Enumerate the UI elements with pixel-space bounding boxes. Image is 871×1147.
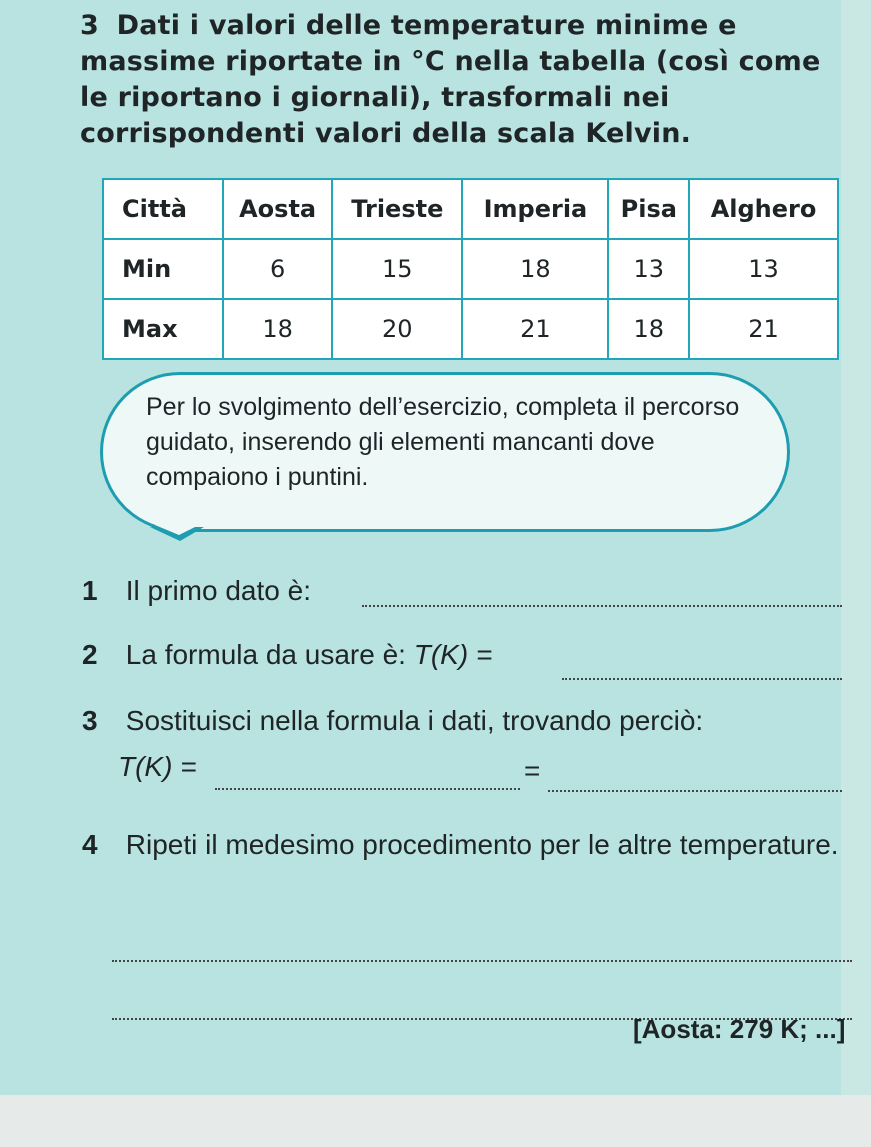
- table-header-cell: Imperia: [462, 179, 608, 239]
- table-header-cell: Aosta: [223, 179, 332, 239]
- table-cell: 20: [332, 299, 462, 359]
- step-1: [82, 572, 311, 610]
- step-3-formula: [118, 748, 197, 786]
- step-text: La formula da usare è:: [125, 639, 406, 670]
- speech-bubble-tail-fill: [155, 525, 199, 535]
- step-text: Sostituisci nella formula i dati, trovando perciò:: [125, 705, 704, 736]
- table-cell: 21: [689, 299, 838, 359]
- answer-hint: [Aosta: 279 K; ...]: [633, 1014, 846, 1044]
- table-cell: 13: [689, 239, 838, 299]
- table-row-label: Max: [103, 299, 223, 359]
- answer-blank-2[interactable]: [562, 678, 842, 680]
- page-margin: [841, 0, 871, 1095]
- table-cell: 21: [462, 299, 608, 359]
- table-row: [103, 299, 838, 359]
- step-4: [82, 822, 842, 868]
- step-text: Il primo dato è:: [125, 575, 311, 606]
- answer-blank-3a[interactable]: [215, 788, 520, 790]
- table-header-cell: Trieste: [332, 179, 462, 239]
- step-number: 2: [82, 639, 98, 670]
- table-cell: 6: [223, 239, 332, 299]
- step-number: 3: [82, 705, 98, 736]
- step-text: Ripeti il medesimo procedimento per le altre temperature.: [125, 829, 839, 860]
- step-3: [82, 702, 703, 740]
- answer-blank-4a[interactable]: [112, 960, 852, 962]
- problem-statement: [80, 8, 840, 152]
- table-cell: 18: [223, 299, 332, 359]
- problem-text: Dati i valori delle temperature minime e massime riportate in °C nella tabella (così come le riportano i giornali), trasformali nei corrispondenti valori della scala Kelvin.: [80, 10, 821, 149]
- answer-blank-1[interactable]: [362, 605, 842, 607]
- table-header-row: [103, 179, 838, 239]
- table-row: [103, 239, 838, 299]
- step-2: [82, 636, 492, 674]
- step-number: 4: [82, 829, 98, 860]
- bubble-instructions: Per lo svolgimento dell’esercizio, completa il percorso guidato, inserendo gli elementi mancanti dove compaiono i puntini.: [146, 393, 740, 491]
- table-cell: 13: [608, 239, 689, 299]
- table-header-cell: Alghero: [689, 179, 838, 239]
- step-number: 1: [82, 575, 98, 606]
- answer-blank-3b[interactable]: [548, 790, 842, 792]
- table-header-cell: Pisa: [608, 179, 689, 239]
- table-header-cell: Città: [103, 179, 223, 239]
- formula-label: T(K) =: [413, 639, 493, 670]
- problem-number: 3: [80, 10, 99, 41]
- table-cell: 18: [462, 239, 608, 299]
- table-cell: 18: [608, 299, 689, 359]
- formula-label: T(K) =: [118, 751, 197, 782]
- page-edge: [0, 1095, 871, 1147]
- table-cell: 15: [332, 239, 462, 299]
- equals-sign: =: [524, 755, 541, 786]
- temperature-table: [102, 178, 839, 360]
- table-row-label: Min: [103, 239, 223, 299]
